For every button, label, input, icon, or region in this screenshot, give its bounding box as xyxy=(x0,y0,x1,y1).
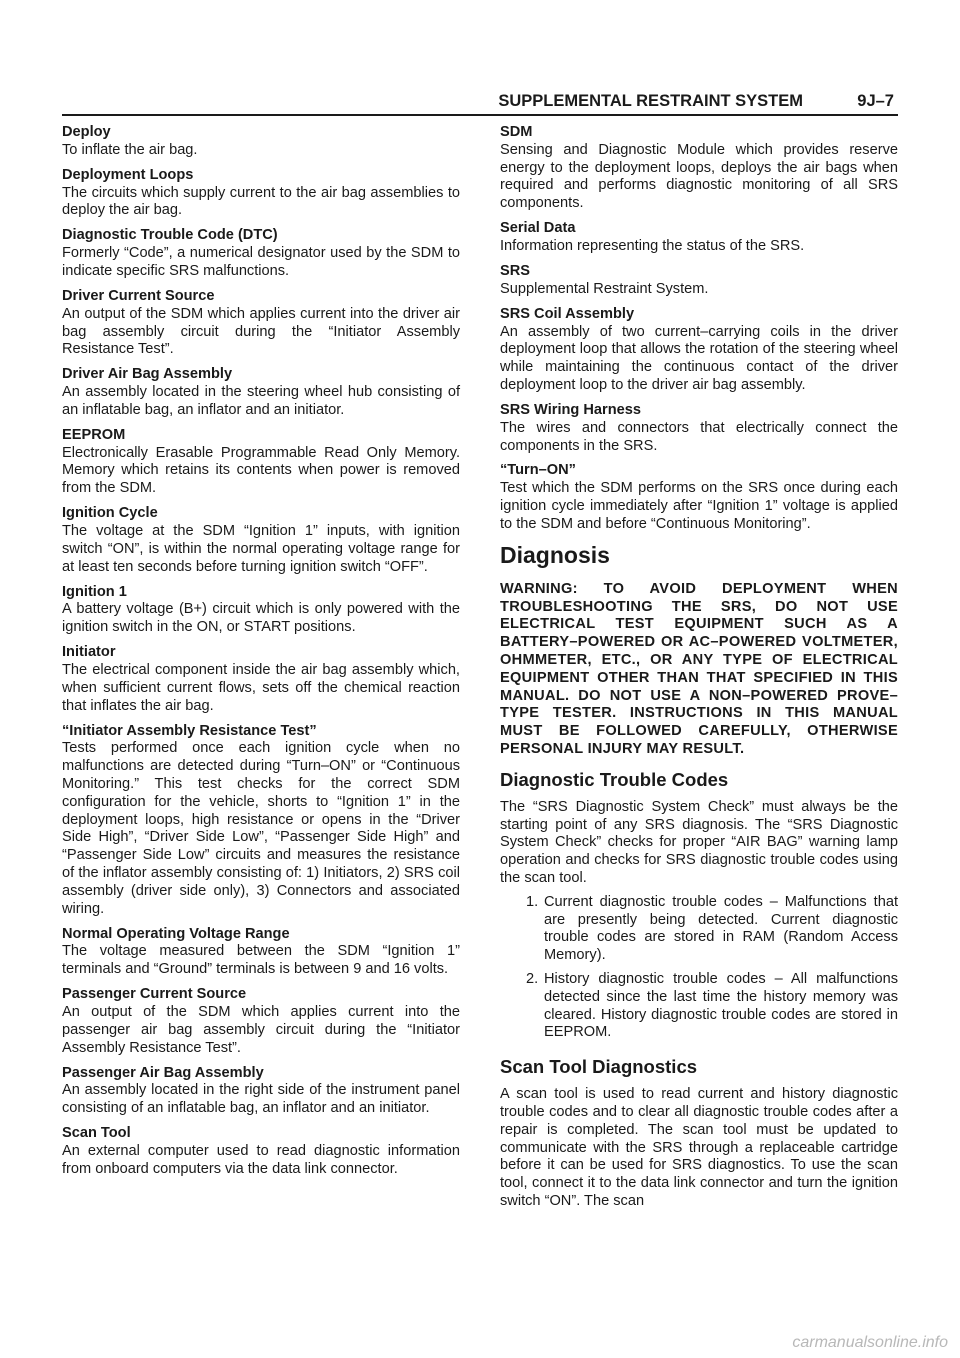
glossary-definition: The wires and connectors that electrically connect the components in the SRS. xyxy=(500,419,898,454)
glossary-term: SDM xyxy=(500,124,533,140)
glossary-term: Diagnostic Trouble Code (DTC) xyxy=(62,227,278,244)
glossary-term: Deployment Loops xyxy=(62,166,194,183)
glossary-entry xyxy=(62,1125,460,1178)
list-item xyxy=(526,894,898,965)
glossary-entry xyxy=(500,263,898,299)
page-number: 9J–7 xyxy=(857,92,894,110)
glossary-definition: An external computer used to read diagnostic information from onboard computers via the data link connector. xyxy=(62,1142,460,1177)
glossary-definition: Information representing the status of the SRS. xyxy=(500,237,805,254)
glossary-definition: An assembly located in the steering wheel hub consisting of an inflatable bag, an inflator and an initiator. xyxy=(62,384,460,418)
glossary-entry xyxy=(62,366,460,419)
glossary-entry xyxy=(62,167,460,220)
glossary-entry xyxy=(500,220,898,256)
dtc-intro: The “SRS Diagnostic System Check” must always be the starting point of any SRS diagnosis. The “SRS Diagnostic System Check” checks for proper “AIR BAG” warning lamp operation and checks for SRS diagnostic trouble codes using the scan tool. xyxy=(500,798,898,887)
glossary-term: Initiator xyxy=(62,644,116,661)
glossary-definition: A battery voltage (B+) circuit which is only powered with the ignition switch in the ON, or START positions. xyxy=(62,601,460,636)
glossary-entry xyxy=(62,644,460,715)
glossary-entry xyxy=(62,124,460,160)
glossary-definition: Formerly “Code”, a numerical designator used by the SDM to indicate specific SRS malfunctions. xyxy=(62,245,460,279)
glossary-definition: The voltage measured between the SDM “Ignition 1” terminals and “Ground” terminals is between 9 and 16 volts. xyxy=(62,943,460,978)
glossary-term: Ignition 1 xyxy=(62,583,127,600)
glossary-term: Driver Current Source xyxy=(62,287,215,304)
glossary-definition: An assembly of two current–carrying coils in the driver deployment loop that allows the rotation of the steering wheel while maintaining the continuous contact of the driver deployment loop to the driver air bag assembly. xyxy=(500,323,898,393)
glossary-term: Deploy xyxy=(62,124,111,140)
glossary-entry xyxy=(62,227,460,280)
glossary-entry xyxy=(500,462,898,533)
dtc-heading: Diagnostic Trouble Codes xyxy=(500,768,729,790)
list-text: History diagnostic trouble codes – All malfunctions detected since the last time the history memory was cleared. History diagnostic trouble codes are stored in EEPROM. xyxy=(544,971,898,1041)
glossary-entry xyxy=(62,926,460,979)
list-item xyxy=(526,971,898,1042)
glossary-term: SRS Wiring Harness xyxy=(500,401,641,418)
list-number: 1. xyxy=(526,893,539,910)
glossary-term: EEPROM xyxy=(62,426,126,443)
glossary-entry xyxy=(62,1065,460,1118)
diagnosis-heading: Diagnosis xyxy=(500,541,610,568)
glossary-definition: An output of the SDM which applies current into the driver air bag assembly circuit during the “Initiator Assembly Resistance Test”. xyxy=(62,305,460,358)
glossary-entry xyxy=(62,427,460,498)
left-column xyxy=(62,124,460,1186)
glossary-definition: The voltage at the SDM “Ignition 1” inputs, with ignition switch “ON”, is within the normal operating voltage range for at least ten seconds before turning ignition switch “OFF”. xyxy=(62,523,460,575)
glossary-entry xyxy=(62,986,460,1057)
glossary-term: Serial Data xyxy=(500,220,576,237)
glossary-entry xyxy=(62,723,460,919)
page-header xyxy=(62,92,898,116)
scan-tool-text: A scan tool is used to read current and history diagnostic trouble codes and to clear all diagnostic trouble codes after a repair is completed. The scan tool must be updated to communicate with the SRS through a replaceable cartridge before it can be used for SRS diagnostics. To use the scan tool, connect it to the data link connector and turn the ignition switch “ON”. The scan xyxy=(500,1086,898,1209)
list-text: Current diagnostic trouble codes – Malfunctions that are presently being detected. Current diagnostic trouble codes are stored in RAM (Random Access Memory). xyxy=(544,893,898,964)
glossary-definition: An output of the SDM which applies current into the passenger air bag assembly circuit during the “Initiator Assembly Resistance Test”. xyxy=(62,1003,460,1056)
glossary-definition: Electronically Erasable Programmable Read Only Memory. Memory which retains its contents when power is removed from the SDM. xyxy=(62,444,460,497)
glossary-definition: Supplemental Restraint System. xyxy=(500,280,709,297)
glossary-definition: Tests performed once each ignition cycle when no malfunctions are detected during “Turn–ON” or “Continuous Monitoring.” This test checks for the correct SDM configuration for the vehicle, shorts to “Ignition 1” in the deployment loops, high resistance or opens in the “Driver Side High”, “Driver Side Low”, “Passenger Side High” and “Passenger Side Low” circuits and measures the resistance of the inflator assembly consisting of: 1) Initiators, 2) SRS coil assembly (driver side only), 3) Connectors and associated wiring. xyxy=(62,740,460,917)
glossary-definition: Test which the SDM performs on the SRS once during each ignition cycle immediately after “Ignition 1” voltage is applied to the SDM and before “Continuous Monitoring”. xyxy=(500,480,898,532)
right-column xyxy=(500,124,898,1217)
glossary-definition: Sensing and Diagnostic Module which provides reserve energy to the deployment loops, deploys the air bags when required and performs diagnostic monitoring of all SRS components. xyxy=(500,141,898,212)
glossary-term: Normal Operating Voltage Range xyxy=(62,925,290,942)
glossary-definition: An assembly located in the right side of the instrument panel consisting of an inflatable bag, an inflator and an initiator. xyxy=(62,1082,460,1117)
glossary-entry xyxy=(500,306,898,395)
warning-text: WARNING: TO AVOID DEPLOYMENT WHEN TROUBLESHOOTING THE SRS, DO NOT USE ELECTRICAL TEST EQUIPMENT SUCH AS A BATTERY–POWERED OR AC–POWERED VOLTMETER, OHMMETER, ETC., OR ANY TYPE OF ELECTRICAL EQUIPMENT OTHER THAN THAT SPECIFIED IN THIS MANUAL. DO NOT USE A NON–POWERED PROVE–TYPE TESTER. INSTRUCTIONS IN THIS MANUAL MUST BE FOLLOWED CAREFULLY, OTHERWISE PERSONAL INJURY MAY RESULT. xyxy=(500,580,898,758)
glossary-entry xyxy=(62,288,460,359)
glossary-definition: The electrical component inside the air bag assembly which, when sufficient current flows, sets off the chemical reaction that inflates the air bag. xyxy=(62,662,460,714)
glossary-term: “Turn–ON” xyxy=(500,462,576,479)
glossary-term: Passenger Current Source xyxy=(62,986,247,1003)
glossary-entry xyxy=(62,505,460,576)
glossary-term: Ignition Cycle xyxy=(62,505,158,522)
glossary-term: Passenger Air Bag Assembly xyxy=(62,1064,264,1081)
glossary-entry xyxy=(500,124,898,213)
glossary-definition: To inflate the air bag. xyxy=(62,141,198,158)
glossary-entry xyxy=(62,584,460,637)
glossary-entry xyxy=(500,402,898,455)
glossary-term: Driver Air Bag Assembly xyxy=(62,366,233,383)
scan-tool-heading: Scan Tool Diagnostics xyxy=(500,1056,698,1078)
glossary-term: SRS Coil Assembly xyxy=(500,305,635,322)
watermark: carmanualsonline.info xyxy=(792,1334,948,1351)
glossary-term: Scan Tool xyxy=(62,1125,131,1142)
glossary-term: SRS xyxy=(500,262,531,279)
glossary-definition: The circuits which supply current to the air bag assemblies to deploy the air bag. xyxy=(62,184,460,219)
section-title: SUPPLEMENTAL RESTRAINT SYSTEM xyxy=(498,92,803,110)
list-number: 2. xyxy=(526,971,539,987)
glossary-term: “Initiator Assembly Resistance Test” xyxy=(62,722,317,739)
